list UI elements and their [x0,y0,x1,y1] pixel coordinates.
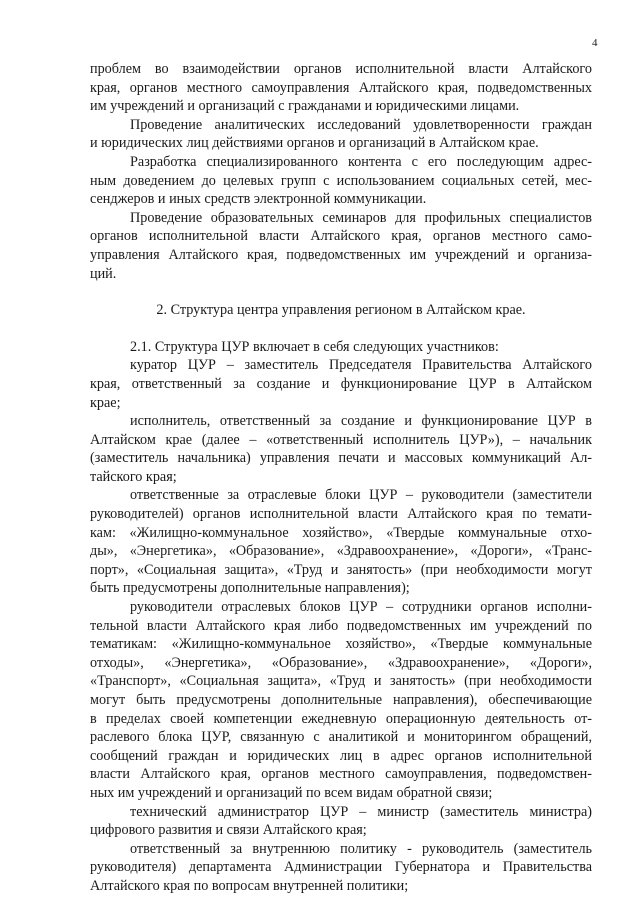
paragraph-line: им учреждений и организаций с гражданами и юридическими лицами. [90,98,520,115]
paragraph-line: края, органов местного самоуправления Алтайского края, подведомственных [90,79,592,96]
list-item-line: быть предусмотрены дополнительные направления); [90,580,410,597]
list-item-line: раслевого блока ЦУР, связанную с аналитикой и мониторингом обращений, [90,729,592,746]
list-item-line: ных им учреждений и организаций по всем видам обратной связи; [90,784,493,801]
list-item-line: в пределах своей компетенции ежедневную операционную деятельность от- [90,710,592,727]
list-item-line: исполнитель, ответственный за создание и функционирование ЦУР в [130,413,592,430]
paragraph-line: Разработка специализированного контента с его последующим адрес- [130,153,592,170]
list-item-line: могут быть предусмотрены дополнительные направления), обеспечивающие [90,692,592,708]
list-item-line: тельной власти Алтайского края либо подведомственных им учреждений по [90,617,592,634]
paragraph-line: ным доведением до целевых групп с использованием социальных сетей, мес- [90,172,592,189]
page-number: 4 [592,37,598,49]
section-heading: 2. Структура центра управления регионом в Алтайском крае. [156,302,526,319]
list-item-line: кам: «Жилищно-коммунальное хозяйство», «Твердые коммунальные отхо- [90,524,592,541]
list-item-line: куратор ЦУР – заместитель Председателя Правительства Алтайского [130,357,592,374]
list-item-line: крае; [90,394,121,411]
list-item-line: Алтайского края по вопросам внутренней политики; [90,877,409,894]
list-item-line: руководителей) органов исполнительной власти Алтайского края по темати- [90,506,592,523]
paragraph-line: Проведение образовательных семинаров для профильных специалистов [130,209,592,226]
list-item-line: (заместитель начальника) управления печати и массовых коммуникаций Ал- [90,450,592,467]
list-item-line: цифрового развития и связи Алтайского края; [90,822,367,839]
list-item-line: технический администратор ЦУР – министр (заместитель министра) [130,803,592,820]
document-body [90,60,592,896]
list-item-line: руководителя) департамента Администрации Губернатора и Правительства [90,859,592,876]
list-item-line: Алтайском крае (далее – «ответственный исполнитель ЦУР»), – начальник [90,431,592,448]
paragraph-line: органов исполнительной власти Алтайского края, органов местного само- [90,228,592,245]
list-item-line: руководители отраслевых блоков ЦУР – сотрудники органов исполни- [130,599,592,616]
paragraph-line: и юридических лиц действиями органов и организаций в Алтайском крае. [90,135,539,152]
list-item-line: ды», «Энергетика», «Образование», «Здравоохранение», «Дороги», «Транс- [90,543,592,560]
list-item-line: края, ответственный за создание и функционирование ЦУР в Алтайском [90,375,592,392]
list-item-line: порт», «Социальная защита», «Труд и занятость» (при необходимости могут [90,561,592,578]
paragraph-line: проблем во взаимодействии органов исполнительной власти Алтайского [90,61,592,77]
list-item-line: сообщений граждан и юридических лиц в адрес органов исполнительной [90,747,592,764]
list-item-line: тайского края; [90,468,177,485]
vertical-gap [90,283,592,295]
paragraph-line: сенджеров и иных средств электронной коммуникации. [90,191,427,208]
list-item-line: ответственные за отраслевые блоки ЦУР – руководители (заместители [130,487,592,504]
list-item-line: тематикам: «Жилищно-коммунальное хозяйство», «Твердые коммунальные [90,636,592,653]
list-item-line: 2.1. Структура ЦУР включает в себя следующих участников: [130,338,499,355]
paragraph-line: управления Алтайского края, подведомственных им учреждений и организа- [90,246,592,263]
list-item-line: ответственный за внутреннюю политику - руководитель (заместитель [130,840,592,857]
paragraph-line: Проведение аналитических исследований удовлетворенности граждан [130,116,592,133]
vertical-gap [90,320,592,332]
list-item-line: власти Алтайского края, органов местного самоуправления, подведомствен- [90,766,592,783]
paragraph-line: ций. [90,265,117,282]
list-item-line: «Транспорт», «Социальная защита», «Труд и занятость» (при необходимости [90,673,592,690]
list-item-line: отходы», «Энергетика», «Образование», «Здравоохранение», «Дороги», [90,654,592,671]
